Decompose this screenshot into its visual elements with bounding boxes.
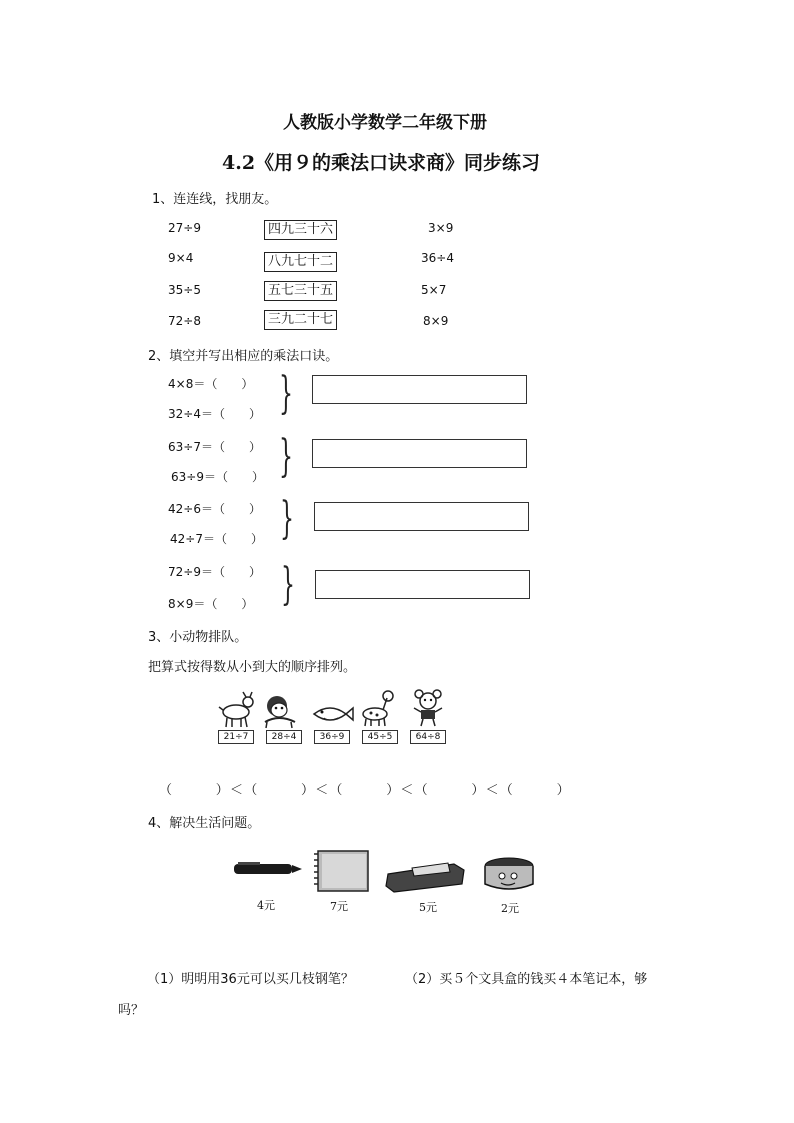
q1-right-item: 5×7 (421, 283, 447, 297)
goat-icon (214, 690, 258, 730)
q2-blank-expression: 42÷6＝（ ） (168, 502, 261, 516)
animal-expression-tag: 36÷9 (314, 730, 350, 744)
q1-left-item: 9×4 (168, 251, 194, 265)
q1-right-item: 36÷4 (421, 251, 454, 265)
q2-blank-expression: 63÷9＝（ ） (171, 470, 264, 484)
q2-blank-expression: 4×8＝（ ） (168, 377, 254, 391)
question-3-heading: 3、小动物排队。 (148, 630, 248, 645)
pen-icon (232, 858, 304, 882)
pen-price: 4元 (257, 899, 275, 912)
animal-expression-tag: 45÷5 (362, 730, 398, 744)
notebook-price: 7元 (330, 900, 348, 913)
question-4-sub1: （1）明明用36元可以买几枝钢笔？ (147, 972, 354, 987)
question-4-sub2: （2）买５个文具盒的钱买４本笔记本，够 (405, 972, 648, 987)
q2-brace: } (281, 559, 295, 610)
question-4-heading: 4、解决生活问题。 (148, 816, 261, 831)
q1-rhyme-box: 五七三十五 (264, 281, 337, 301)
q2-rhyme-answer-box[interactable] (314, 502, 529, 531)
question-3-instruction: 把算式按得数从小到大的顺序排列。 (148, 660, 357, 675)
mouse-icon (406, 688, 450, 728)
q1-rhyme-box: 三九二十七 (264, 310, 337, 330)
ordering-answer-line[interactable]: （ ）＜（ ）＜（ ）＜（ ）＜（ ） (159, 783, 571, 798)
q2-rhyme-answer-box[interactable] (312, 375, 527, 404)
q2-blank-expression: 32÷4＝（ ） (168, 407, 261, 421)
pencil-case-price: 5元 (419, 901, 437, 914)
q1-left-item: 27÷9 (168, 221, 201, 235)
q2-rhyme-answer-box[interactable] (312, 439, 527, 468)
q2-brace: } (279, 368, 293, 419)
q2-rhyme-answer-box[interactable] (315, 570, 530, 599)
giraffe-icon (357, 688, 401, 728)
question-4-sub2-continued: 吗？ (118, 1003, 145, 1018)
pencil-sharpener-icon (482, 854, 536, 894)
q1-left-item: 35÷5 (168, 283, 201, 297)
fish-icon (310, 692, 354, 732)
q2-blank-expression: 42÷7＝（ ） (170, 532, 263, 546)
animal-expression-tag: 64÷8 (410, 730, 446, 744)
question-2-heading: 2、填空并写出相应的乘法口诀。 (148, 349, 339, 364)
animal-expression-tag: 28÷4 (266, 730, 302, 744)
q1-right-item: 8×9 (423, 314, 449, 328)
q2-brace: } (279, 431, 293, 482)
page-subtitle: 4.2《用９的乘法口诀求商》同步练习 (222, 152, 541, 174)
q2-blank-expression: 63÷7＝（ ） (168, 440, 261, 454)
pencil-case-icon (384, 860, 468, 894)
notebook-icon (312, 848, 372, 894)
animal-expression-tag: 21÷7 (218, 730, 254, 744)
sharpener-price: 2元 (501, 902, 519, 915)
q1-right-item: 3×9 (428, 221, 454, 235)
q1-rhyme-box: 八九七十二 (264, 252, 337, 272)
horse-icon (257, 690, 301, 730)
q1-left-item: 72÷8 (168, 314, 201, 328)
page-title: 人教版小学数学二年级下册 (283, 113, 487, 133)
q2-blank-expression: 8×9＝（ ） (168, 597, 254, 611)
q2-brace: } (280, 493, 294, 544)
q1-rhyme-box: 四九三十六 (264, 220, 337, 240)
q2-blank-expression: 72÷9＝（ ） (168, 565, 261, 579)
question-1-heading: 1、连连线，找朋友。 (152, 192, 278, 207)
